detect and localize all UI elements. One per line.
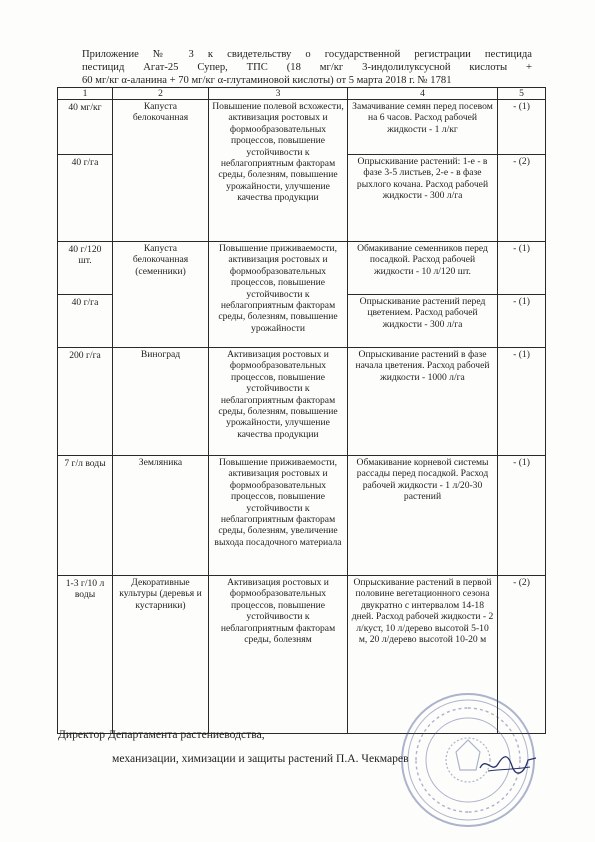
crop-name: Земляника bbox=[113, 456, 209, 576]
application-rate: 1-3 г/10 л воды bbox=[58, 576, 113, 734]
column-number: 2 bbox=[113, 88, 209, 100]
waiting-period: - (1) bbox=[498, 348, 546, 456]
application-rate: 40 г/га bbox=[58, 295, 113, 348]
application-method: Опрыскивание растений в первой половине вегетационного сезона двукратно с интервалом 14-18 дней. Расход рабочей жидкости - 2 л/куст, 10 л/дерево высотой 5-10 м, 20 л/дерево высотой 10-20 м bbox=[348, 576, 498, 734]
application-rate: 7 г/л воды bbox=[58, 456, 113, 576]
application-rate: 200 г/га bbox=[58, 348, 113, 456]
signature-icon bbox=[478, 752, 538, 776]
waiting-period: - (1) bbox=[498, 242, 546, 295]
application-method: Обмакивание корневой системы рассады перед посадкой. Расход рабочей жидкости - 1 л/20-30 растений bbox=[348, 456, 498, 576]
waiting-period: - (2) bbox=[498, 576, 546, 734]
column-number: 5 bbox=[498, 88, 546, 100]
crop-name: Декоративные культуры (деревья и кустарники) bbox=[113, 576, 209, 734]
table-row bbox=[58, 100, 546, 155]
column-number: 1 bbox=[58, 88, 113, 100]
crop-name: Капуста белокочанная bbox=[113, 100, 209, 242]
application-rate: 40 мг/кг bbox=[58, 100, 113, 155]
header-line-3: 60 мг/кг α-аланина + 70 мг/кг α-глутаминовой кислоты) от 5 марта 2018 г. № 1781 bbox=[82, 75, 452, 86]
application-method: Опрыскивание растений перед цветением. Расход рабочей жидкости - 300 л/га bbox=[348, 295, 498, 348]
table-row bbox=[58, 242, 546, 295]
table-row bbox=[58, 456, 546, 576]
signatory-name: механизации, химизации и защиты растений П.А. Чекмарев bbox=[112, 752, 409, 765]
table-row bbox=[58, 348, 546, 456]
waiting-period: - (2) bbox=[498, 155, 546, 242]
crop-name: Капуста белокочанная (семенники) bbox=[113, 242, 209, 348]
waiting-period: - (1) bbox=[498, 456, 546, 576]
column-number-row bbox=[58, 88, 546, 100]
application-purpose: Активизация ростовых и формообразовательных процессов, повышение устойчивости к неблагоприятным факторам среды, болезням, повышение урожайности, улучшение качества продукции bbox=[209, 348, 348, 456]
application-purpose: Повышение полевой всхожести, активизация ростовых и формообразовательных процессов, повышение устойчивости к неблагоприятным факторам среды, болезням, повышение урожайности, улучшение качества продукции bbox=[209, 100, 348, 242]
application-rate: 40 г/га bbox=[58, 155, 113, 242]
waiting-period: - (1) bbox=[498, 100, 546, 155]
crop-name: Виноград bbox=[113, 348, 209, 456]
column-number: 4 bbox=[348, 88, 498, 100]
application-purpose: Повышение приживаемости, активизация ростовых и формообразовательных процессов, повышение устойчивости к неблагоприятным факторам среды, болезням, увеличение выхода посадочного материала bbox=[209, 456, 348, 576]
column-number: 3 bbox=[209, 88, 348, 100]
application-purpose: Повышение приживаемости, активизация ростовых и формообразовательных процессов, повышение устойчивости к неблагоприятным факторам среды, болезням, повышение урожайности bbox=[209, 242, 348, 348]
waiting-period: - (1) bbox=[498, 295, 546, 348]
header-line-1: Приложение № 3 к свидетельству о государственной регистрации пестицида bbox=[82, 49, 532, 60]
application-method: Опрыскивание растений: 1-е - в фазе 3-5 листьев, 2-е - в фазе рыхлого кочана. Расход рабочей жидкости - 300 л/га bbox=[348, 155, 498, 242]
application-method: Замачивание семян перед посевом на 6 часов. Расход рабочей жидкости - 1 л/кг bbox=[348, 100, 498, 155]
application-rate: 40 г/120 шт. bbox=[58, 242, 113, 295]
application-method: Обмакивание семенников перед посадкой. Расход рабочей жидкости - 10 л/120 шт. bbox=[348, 242, 498, 295]
document-header bbox=[82, 48, 532, 87]
signatory-title: Директор Департамента растениеводства, bbox=[58, 728, 265, 741]
application-purpose: Активизация ростовых и формообразовательных процессов, повышение устойчивости к неблагоприятным факторам среды, болезням bbox=[209, 576, 348, 734]
regulations-table bbox=[57, 87, 546, 734]
header-line-2: пестицид Агат-25 Супер, ТПС (18 мг/кг 3-индолилуксусной кислоты + bbox=[82, 62, 532, 73]
application-method: Опрыскивание растений в фазе начала цветения. Расход рабочей жидкости - 1000 л/га bbox=[348, 348, 498, 456]
